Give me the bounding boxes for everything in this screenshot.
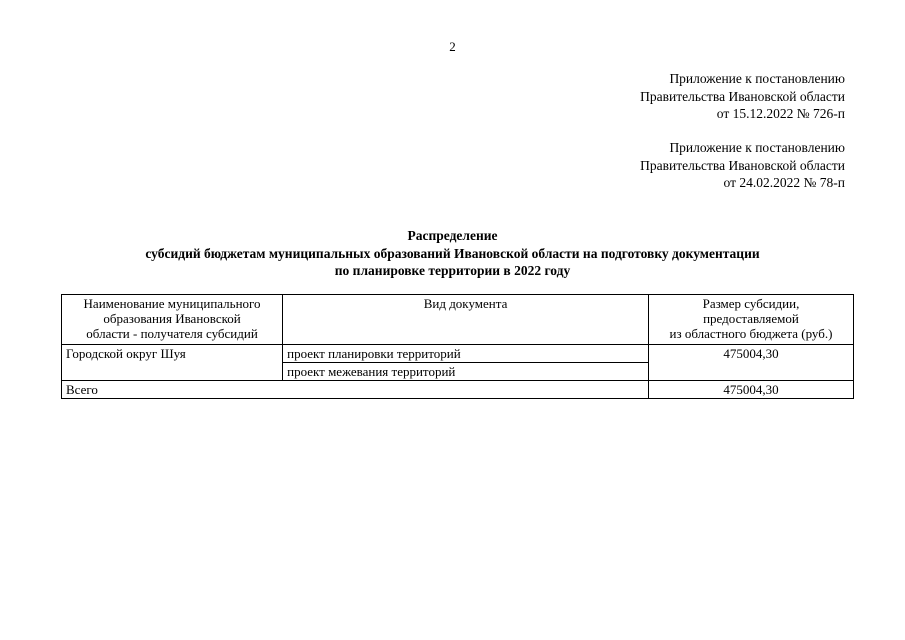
appendix-line: Приложение к постановлению xyxy=(669,140,845,155)
title-line: Распределение xyxy=(407,228,498,243)
title-line: по планировке территории в 2022 году xyxy=(334,263,571,278)
table-row xyxy=(62,345,854,363)
header-text: из областного бюджета (руб.) xyxy=(669,326,833,341)
title-line: субсидий бюджетам муниципальных образований Ивановской области на подготовку документации xyxy=(145,245,760,261)
cell-document-type: проект планировки территорий xyxy=(283,345,649,363)
header-text: Вид документа xyxy=(423,296,508,311)
appendix-line: Правительства Ивановской области xyxy=(640,88,845,104)
cell-total-amount: 475004,30 xyxy=(648,381,853,399)
cell-document-type: проект межевания территорий xyxy=(283,363,649,381)
header-text: Размер субсидии, xyxy=(702,296,800,311)
cell-municipality: Городской округ Шуя xyxy=(62,345,283,381)
cell-total-label: Всего xyxy=(62,381,649,399)
appendix-line: Приложение к постановлению xyxy=(669,71,845,86)
document-title xyxy=(0,227,905,280)
appendix-date-line: от 24.02.2022 № 78-п xyxy=(723,175,845,190)
appendix-date-line: от 15.12.2022 № 726-п xyxy=(716,106,845,121)
header-text: области - получателя субсидий xyxy=(86,326,258,341)
header-text: образования Ивановской xyxy=(103,311,241,326)
page-number: 2 xyxy=(449,39,456,54)
cell-amount: 475004,30 xyxy=(648,345,853,381)
appendix-note-current xyxy=(640,70,845,123)
table-header-row xyxy=(62,295,854,345)
distribution-table xyxy=(61,294,854,399)
appendix-note-original xyxy=(640,139,845,192)
header-municipality xyxy=(62,295,283,345)
appendix-line: Правительства Ивановской области xyxy=(640,157,845,173)
header-subsidy-amount xyxy=(648,295,853,345)
header-text: предоставляемой xyxy=(703,311,799,326)
header-text: Наименование муниципального xyxy=(83,296,261,311)
table-total-row xyxy=(62,381,854,399)
header-document-type xyxy=(283,295,649,345)
